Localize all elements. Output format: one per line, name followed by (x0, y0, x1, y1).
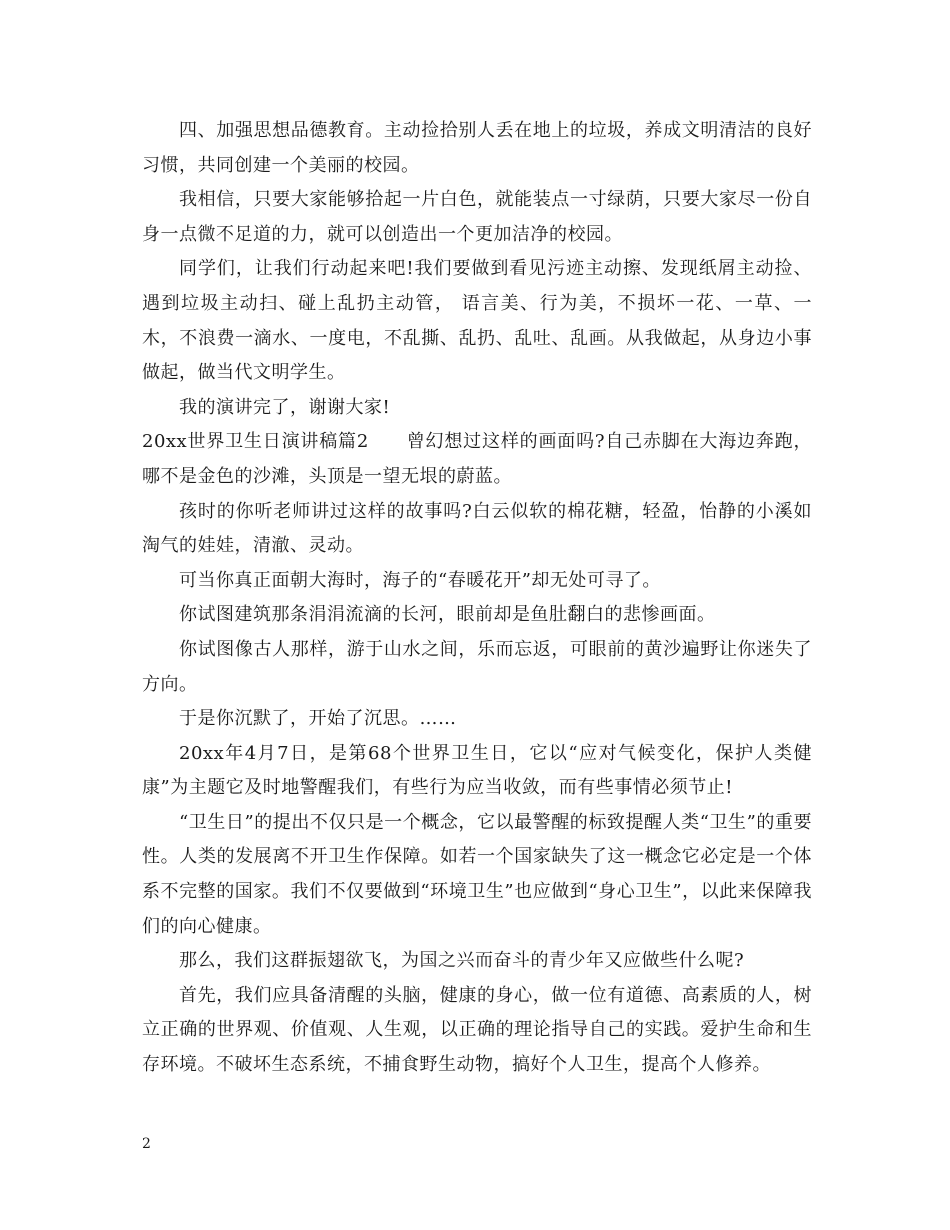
paragraph: “卫生日”的提出不仅只是一个概念，它以最警醒的标致提醒人类“卫生”的重要性。人类的发展离不开卫生作保障。如若一个国家缺失了这一概念它必定是一个体系不完整的国家。我们不仅要做到“环境卫生”也应做到“身心卫生”，以此来保障我们的向心健康。 (142, 811, 812, 937)
paragraph: 首先，我们应具备清醒的头脑，健康的身心，做一位有道德、高素质的人，树立正确的世界观、价值观、人生观，以正确的理论指导自己的实践。爱护生命和生存环境。不破坏生态系统，不捕食野生动物，搞好个人卫生，提高个人修养。 (142, 984, 812, 1076)
document-body (142, 114, 812, 1083)
paragraph: 孩时的你听老师讲过这样的故事吗?白云似软的棉花糖，轻盈，怡静的小溪如淘气的娃娃，清澈、灵动。 (142, 500, 812, 557)
paragraph: 那么，我们这群振翅欲飞，为国之兴而奋斗的青少年又应做些什么呢? (179, 950, 745, 972)
paragraph: 20xx年4月7日，是第68个世界卫生日，它以“应对气候变化，保护人类健康”为主题它及时地警醒我们，有些行为应当收敛，而有些事情必须节止! (142, 742, 812, 799)
section-heading-paragraph: 20xx世界卫生日演讲稿篇2 曾幻想过这样的画面吗?自己赤脚在大海边奔跑，哪不是金色的沙滩，头顶是一望无垠的蔚蓝。 (142, 431, 812, 487)
paragraph: 于是你沉默了，开始了沉思。…… (179, 708, 457, 730)
paragraph: 我的演讲完了，谢谢大家! (179, 396, 391, 418)
paragraph: 你试图像古人那样，游于山水之间，乐而忘返，可眼前的黄沙遍野让你迷失了方向。 (142, 638, 812, 695)
paragraph: 我相信，只要大家能够拾起一片白色，就能装点一寸绿荫，只要大家尽一份自身一点微不足道的力，就可以创造出一个更加洁净的校园。 (142, 189, 812, 245)
paragraph: 四、加强思想品德教育。主动捡拾别人丢在地上的垃圾，养成文明清洁的良好习惯，共同创建一个美丽的校园。 (142, 120, 812, 176)
paragraph: 可当你真正面朝大海时，海子的“春暖花开”却无处可寻了。 (179, 569, 661, 591)
paragraph: 你试图建筑那条涓涓流滴的长河，眼前却是鱼肚翻白的悲惨画面。 (179, 604, 716, 626)
page-number: 2 (142, 1136, 151, 1152)
paragraph: 同学们，让我们行动起来吧!我们要做到看见污迹主动擦、发现纸屑主动捡、遇到垃圾主动扫、碰上乱扔主动管， 语言美、行为美，不损坏一花、一草、一木，不浪费一滴水、一度电，不乱撕、乱扔、乱吐、乱画。从我做起，从身边小事做起，做当代文明学生。 (142, 258, 812, 384)
